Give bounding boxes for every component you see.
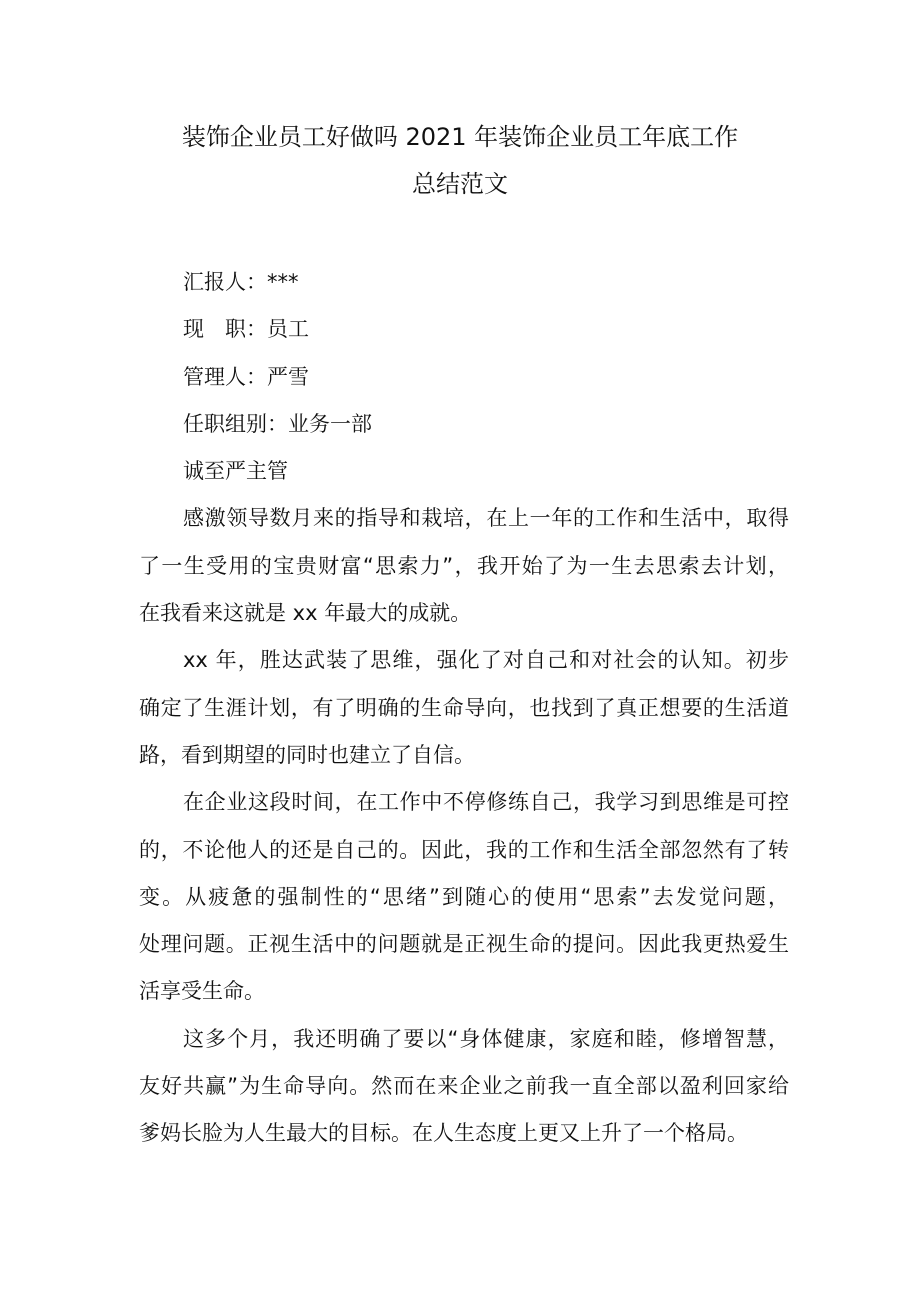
paragraph-line: 在企业这段时间，在工作中不停修练自己，我学习到思维是可控 [183,790,789,815]
paragraph-line: 在我看来这就是 xx 年最大的成就。 [139,601,472,626]
paragraph-line: 感激领导数月来的指导和栽培，在上一年的工作和生活中，取得 [183,506,789,531]
info-manager: 管理人：严雪 [183,364,309,389]
paragraph-line: 爹妈长脸为人生最大的目标。在人生态度上更又上升了一个格局。 [139,1121,748,1146]
document-title [0,114,920,208]
paragraph-line: 处理问题。正视生活中的问题就是正视生命的提问。因此我更热爱生 [139,932,789,957]
info-reporter: 汇报人：*** [183,270,299,294]
title-line: 总结范文 [412,170,508,198]
info-position: 现 职：员工 [183,317,309,342]
paragraph-line: 活享受生命。 [139,979,265,1004]
paragraph-line: 路，看到期望的同时也建立了自信。 [139,742,475,767]
salutation: 诚至严主管 [183,459,288,484]
paragraph [139,1016,789,1158]
paragraph [139,495,789,637]
paragraph [139,637,789,779]
title-line: 装饰企业员工好做吗 2021 年装饰企业员工年底工作 [181,123,739,151]
paragraph-line: 的，不论他人的还是自己的。因此，我的工作和生活全部忽然有了转 [139,837,789,862]
paragraph-line: 了一生受用的宝贵财富“思索力”，我开始了为一生去思索去计划， [139,553,789,578]
paragraph-line: 确定了生涯计划，有了明确的生命导向，也找到了真正想要的生活道 [139,695,789,720]
paragraph-line: 这多个月，我还明确了要以“身体健康，家庭和睦，修增智慧， [183,1026,789,1051]
paragraph [139,779,789,1015]
paragraph-line: xx 年，胜达武装了思维，强化了对自己和对社会的认知。初步 [183,648,789,673]
paragraph-line: 变。从疲惫的强制性的“思绪”到随心的使用“思索”去发觉问题， [139,884,789,909]
document-body [139,259,789,1158]
info-group: 任职组别：业务一部 [183,411,372,436]
paragraph-line: 友好共赢”为生命导向。然而在来企业之前我一直全部以盈利回家给 [139,1074,789,1099]
